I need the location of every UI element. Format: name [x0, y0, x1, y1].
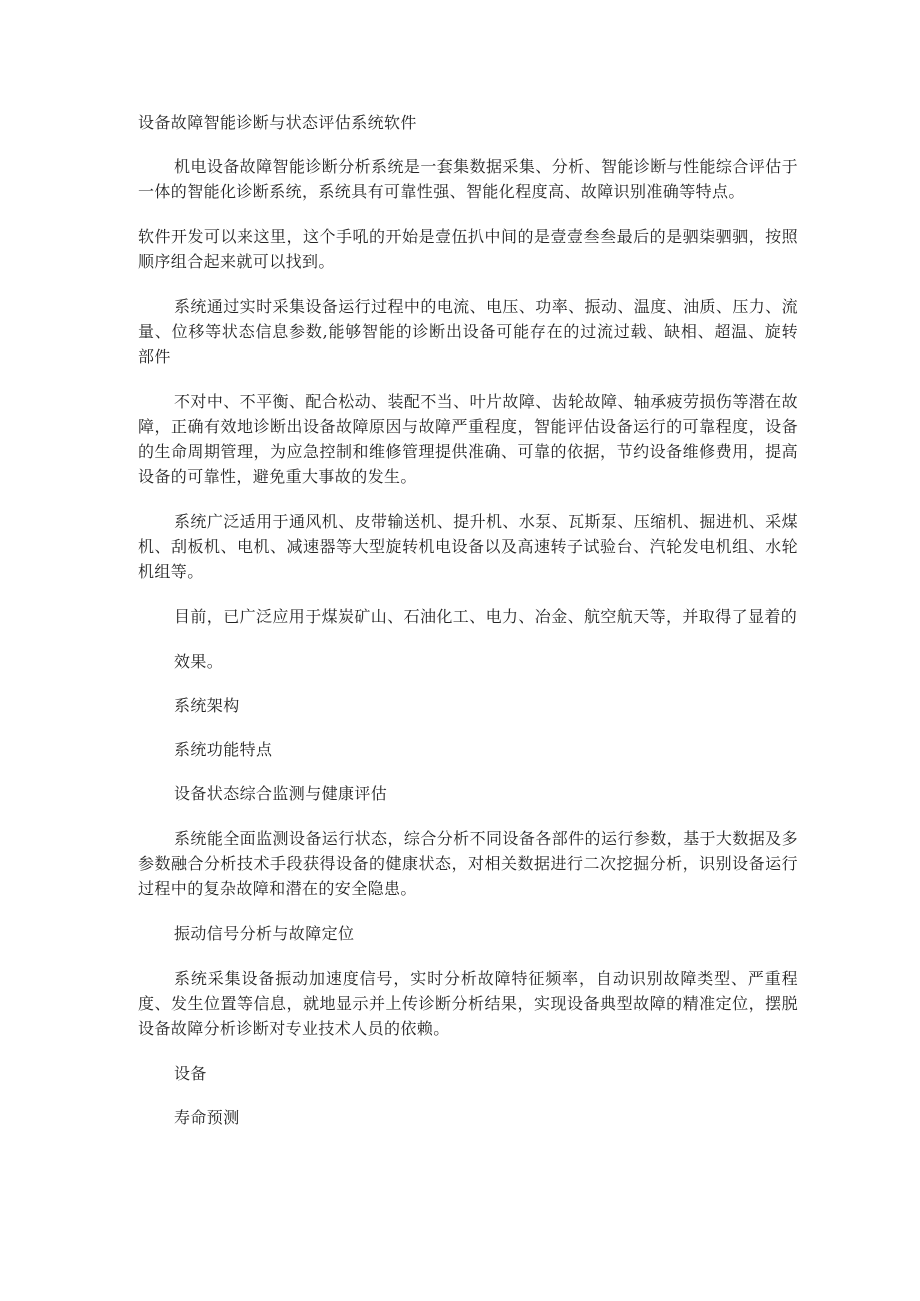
heading-features: 系统功能特点: [174, 740, 273, 759]
heading-vibration-analysis: 振动信号分析与故障定位: [174, 924, 355, 943]
paragraph-applicability: 系统广泛适用于通风机、皮带输送机、提升机、水泵、瓦斯泵、压缩机、掘进机、采煤机、刮板机、电机、减速器等大型旋转机电设备以及高速转子试验台、汽轮发电机组、水轮机组等。: [138, 512, 798, 581]
heading-architecture: 系统架构: [174, 696, 240, 715]
paragraph-effect: 效果。: [174, 652, 224, 671]
heading-life-prediction: 寿命预测: [174, 1108, 240, 1127]
document-page: [138, 110, 798, 1130]
paragraph-monitoring: 系统通过实时采集设备运行过程中的电流、电压、功率、振动、温度、油质、压力、流量、位移等状态信息参数,能够智能的诊断出设备可能存在的过流过载、缺相、超温、旋转部件: [138, 297, 798, 366]
paragraph-notice: 软件开发可以来这里，这个手吼的开始是壹伍扒中间的是壹壹叁叁最后的是驷柒驷驷，按照顺序组合起来就可以找到。: [138, 227, 798, 271]
paragraph-intro: 机电设备故障智能诊断分析系统是一套集数据采集、分析、智能诊断与性能综合评估于一体的智能化诊断系统，系统具有可靠性强、智能化程度高、故障识别准确等特点。: [138, 157, 798, 201]
paragraph-vibration-analysis: 系统采集设备振动加速度信号，实时分析故障特征频率，自动识别故障类型、严重程度、发生位置等信息，就地显示并上传诊断分析结果，实现设备典型故障的精准定位，摆脱设备故障分析诊断对专业技术人员的依赖。: [138, 969, 798, 1038]
paragraph-faults: 不对中、不平衡、配合松动、装配不当、叶片故障、齿轮故障、轴承疲劳损伤等潜在故障，正确有效地诊断出设备故障原因与故障严重程度，智能评估设备运行的可靠程度，设备的生命周期管理，为应急控制和维修管理提供准确、可靠的依据，节约设备维修费用，提高设备的可靠性，避免重大事故的发生。: [138, 392, 798, 486]
paragraph-health-assessment: 系统能全面监测设备运行状态，综合分析不同设备各部件的运行参数，基于大数据及多参数融合分析技术手段获得设备的健康状态，对相关数据进行二次挖掘分析，识别设备运行过程中的复杂故障和潜在的安全隐患。: [138, 829, 798, 898]
heading-equipment: 设备: [174, 1064, 207, 1083]
document-title: 设备故障智能诊断与状态评估系统软件: [138, 113, 417, 132]
heading-health-assessment: 设备状态综合监测与健康评估: [174, 784, 388, 803]
paragraph-applications: 目前，已广泛应用于煤炭矿山、石油化工、电力、冶金、航空航天等，并取得了显着的: [174, 607, 798, 626]
